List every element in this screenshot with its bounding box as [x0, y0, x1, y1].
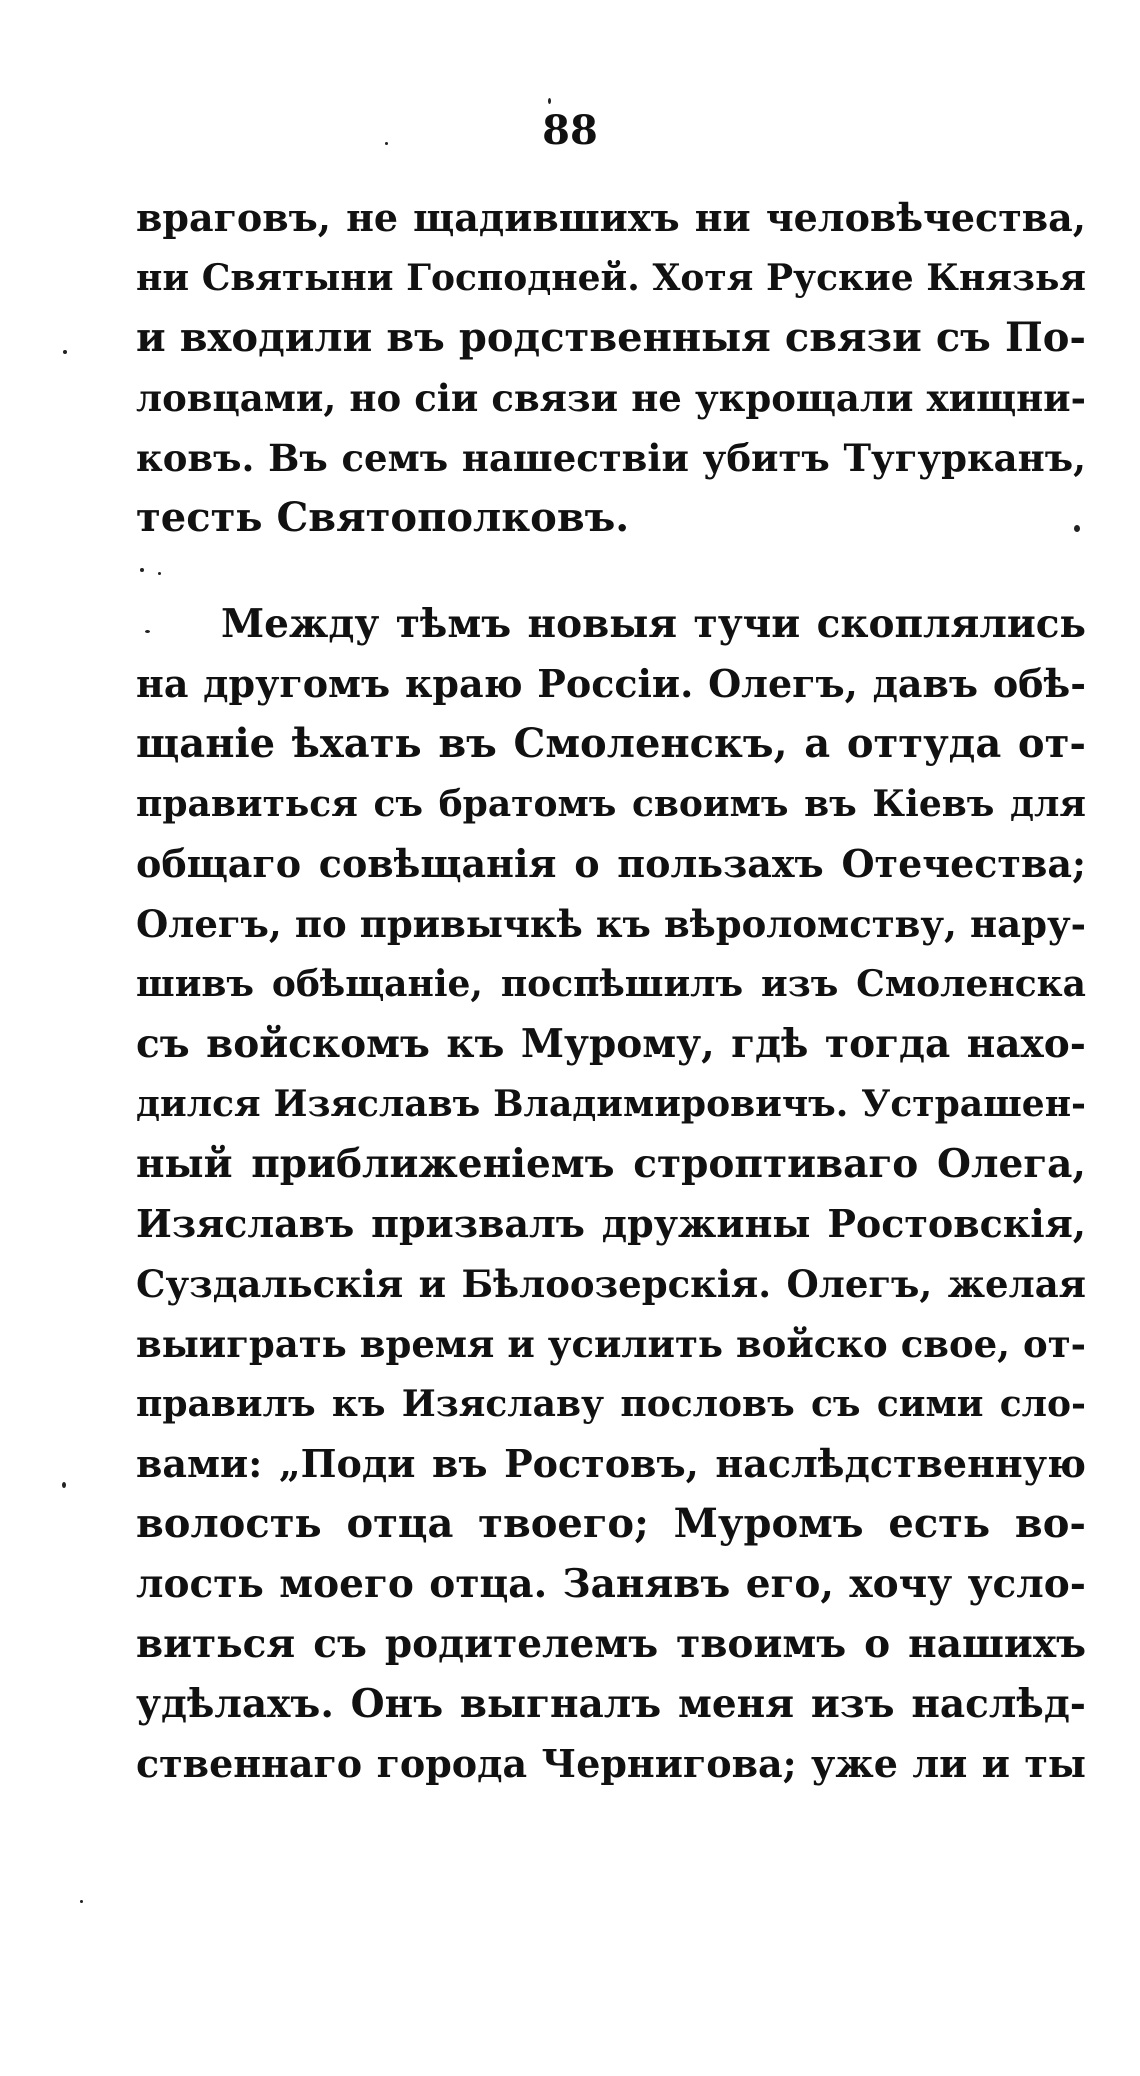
text-line: удѣлахъ. Онъ выгналъ меня изъ наслѣд- — [136, 1681, 1086, 1727]
scan-speck — [62, 1482, 66, 1488]
text-line: правиться съ братомъ своимъ въ Кіевъ для — [136, 783, 1086, 825]
text-line: съ войскомъ къ Мурому, гдѣ тогда нахо- — [136, 1021, 1086, 1067]
text-line: Суздальскія и Бѣлоозерскія. Олегъ, желая — [136, 1262, 1086, 1306]
text-line: дился Изяславъ Владимировичъ. Устрашен- — [136, 1083, 1086, 1125]
text-line: и входили въ родственныя связи съ По- — [136, 314, 1086, 361]
scan-speck — [158, 572, 161, 575]
text-line: ственнаго города Чернигова; уже ли и ты — [136, 1741, 1086, 1786]
text-line: Между тѣмъ новыя тучи скоплялись — [221, 601, 1086, 647]
paragraph-1 — [136, 188, 1086, 548]
text-line: ковъ. Въ семъ нашествіи убитъ Тугурканъ, — [136, 436, 1086, 480]
scan-speck — [548, 98, 551, 104]
paragraph-2 — [136, 594, 1086, 1794]
scan-speck — [1074, 525, 1080, 532]
scan-speck — [63, 350, 67, 354]
text-line: шивъ обѣщаніе, поспѣшилъ изъ Смоленска — [136, 963, 1086, 1005]
text-line: тесть Святополковъ. — [136, 494, 630, 541]
text-line: выиграть время и усилить войско свое, от- — [136, 1322, 1086, 1366]
scan-speck — [145, 630, 150, 633]
page-number: 88 — [542, 107, 598, 154]
text-line: Изяславъ призвалъ дружины Ростовскія, — [136, 1201, 1086, 1246]
scan-speck — [385, 142, 388, 145]
text-line: виться съ родителемъ твоимъ о нашихъ — [136, 1621, 1086, 1667]
text-line: щаніе ѣхать въ Смоленскъ, а оттуда от- — [136, 720, 1086, 767]
text-line: вами: „Поди въ Ростовъ, наслѣдственную — [136, 1441, 1086, 1486]
text-line: ный приближеніемъ строптиваго Олега, — [136, 1141, 1086, 1187]
text-line: лость моего отца. Занявъ его, хочу усло- — [136, 1561, 1086, 1607]
text-line: Олегъ, по привычкѣ къ вѣроломству, нару- — [136, 902, 1086, 946]
scan-speck — [140, 568, 144, 572]
text-line: ни Святыни Господней. Хотя Руские Князья — [136, 257, 1086, 299]
text-line: враговъ, не щадившихъ ни человѣчества, — [136, 195, 1086, 240]
text-line: общаго совѣщанія о пользахъ Отечества; — [136, 841, 1086, 886]
text-line: ловцами, но сіи связи не укрощали хищни- — [136, 376, 1086, 420]
text-line: на другомъ краю Россіи. Олегъ, давъ обѣ- — [136, 661, 1086, 706]
text-line: правилъ къ Изяславу пословъ съ сими сло- — [136, 1383, 1086, 1425]
text-line: волость отца твоего; Муромъ есть во- — [136, 1500, 1086, 1547]
scan-speck — [80, 1900, 83, 1903]
